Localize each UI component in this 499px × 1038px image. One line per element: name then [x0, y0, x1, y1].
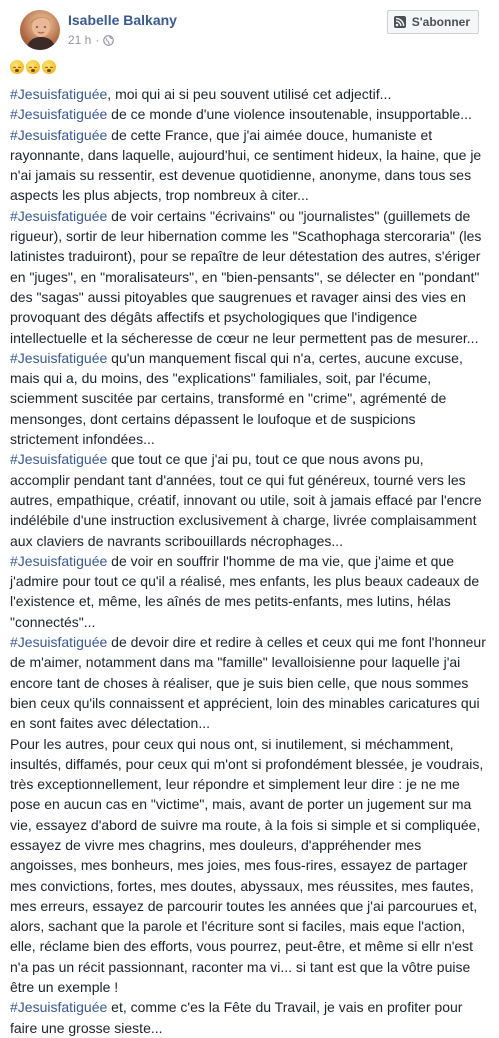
line-text: autres, empathique, créatif, innovant ou utile, soit à jamais effacé par l'encre: [10, 491, 482, 508]
line-text: Pour les autres, pour ceux qui nous ont, si inutilement, si méchamment,: [10, 735, 454, 752]
line-text: de ce monde d'une violence insoutenable, insupportable...: [107, 106, 472, 123]
post-text-line: [10, 510, 492, 530]
hashtag-link[interactable]: #Jesuisfatiguée: [10, 999, 108, 1016]
line-text: bien ceux qu'ils connaissent et apprécient, loin des minables caricatures qui: [10, 694, 480, 711]
post-text-line: [10, 673, 492, 693]
line-text: intellectuelle et la sécheresse de cœur ne leur permettent pas de mesurer...: [10, 329, 479, 346]
hashtag-link[interactable]: #Jesuisfatiguée: [10, 451, 108, 468]
post-text-line: [10, 388, 492, 408]
post-timestamp[interactable]: 21 h: [68, 33, 92, 47]
post-text-line: [10, 713, 492, 733]
line-text: de cette France, que j'ai aimée douce, humaniste et: [107, 126, 433, 143]
post-meta: [68, 33, 114, 47]
line-text: l'existence et, même, les aînés de mes petits-enfants, mes lutins, hélas: [10, 593, 451, 610]
line-text: n'ai jamais su ressentir, est devenue quotidienne, anonyme, dans tous ses: [10, 167, 472, 184]
post-text-line: [10, 855, 492, 875]
post-text-line: [10, 84, 492, 104]
post-text-line: [10, 997, 492, 1017]
post-text-line: [10, 165, 492, 185]
post-text-line: [10, 409, 492, 429]
post-text-line: [10, 531, 492, 551]
line-text: accomplir pendant tant d'années, tout ce qui fut généreux, tourné vers les: [10, 471, 466, 488]
line-text: et, comme c'es la Fête du Travail, je vais en profiter pour: [107, 999, 463, 1016]
subscribe-button[interactable]: [387, 10, 479, 34]
post-text-line: [10, 470, 492, 490]
post-text-line: [10, 368, 492, 388]
line-text: angoisses, mes bonheurs, mes joies, mes fous-rires, essayez de partager: [10, 857, 468, 874]
post-text-line: [10, 328, 492, 348]
post-text-line: [10, 267, 492, 287]
post-text-line: [10, 104, 492, 124]
post-text-line: [10, 429, 492, 449]
hashtag-link[interactable]: #Jesuisfatiguée: [10, 106, 108, 123]
hashtag-link[interactable]: #Jesuisfatiguée: [10, 552, 108, 569]
line-text: qu'un manquement fiscal qui n'a, certes, aucune excuse,: [107, 349, 463, 366]
hashtag-link[interactable]: #Jesuisfatiguée: [10, 126, 108, 143]
line-text: pose en aucun cas en "victime", mais, avant de porter un jugement sur ma: [10, 796, 472, 813]
post-text-line: [10, 145, 492, 165]
post-text-line: [10, 693, 492, 713]
post-text-line: [10, 185, 492, 205]
line-text: sciemment suscitée par certains, transformé en "crime", agrémenté de: [10, 390, 447, 407]
line-text: essayez de vivre mes chagrins, mes douleurs, d'appréhender mes: [10, 836, 422, 853]
post-text-line: [10, 652, 492, 672]
rss-feed-icon: [394, 16, 406, 28]
post-text-line: [10, 734, 492, 754]
post-text-line: [10, 774, 492, 794]
post-text-line: [10, 591, 492, 611]
line-text: strictement infondées...: [10, 431, 155, 448]
post-text-line: [10, 815, 492, 835]
hashtag-link[interactable]: #Jesuisfatiguée: [10, 634, 108, 651]
post-text-line: [10, 896, 492, 916]
line-text: être un exemple !: [10, 979, 119, 996]
line-text: insultés, diffamés, pour ceux qui m'ont si profondément blessée, je voudrais,: [10, 755, 484, 772]
line-text: encore tant de choses à réaliser, que je suis bien celle, que nous sommes: [10, 674, 469, 691]
line-text: de voir en souffrir l'homme de ma vie, que j'aime et que: [107, 552, 455, 569]
author-avatar[interactable]: [20, 10, 60, 50]
post-text-line: [10, 226, 492, 246]
line-text: rayonnante, dans laquelle, aujourd'hui, ce sentiment hideux, la haine, que je: [10, 146, 482, 163]
sleeping-face-emoji: [10, 60, 24, 74]
line-text: très exceptionnellement, leur répondre et simplement leur dire : je ne me: [10, 776, 460, 793]
sleeping-face-emoji: [26, 60, 40, 74]
line-text: de m'aimer, notamment dans ma "famille" levalloisienne pour laquelle j'ai: [10, 654, 461, 671]
line-text: mais qui a, du moins, des "explications" familiales, soit, par l'écume,: [10, 370, 432, 387]
post-text-line: [10, 490, 492, 510]
post-text-line: [10, 206, 492, 226]
line-text: vie, essayez d'abord de suivre ma route, à la fois si simple et si compliquée,: [10, 816, 481, 833]
line-text: rigueur), sortir de leur hibernation comme les "Scathophaga stercoraria" (les: [10, 228, 482, 245]
post-text-line: [10, 571, 492, 591]
line-text: j'admire pour tout ce qu'il a réalisé, mes enfants, les plus beaux cadeaux de: [10, 573, 480, 590]
author-name[interactable]: Isabelle Balkany: [68, 12, 177, 28]
post-text-line: [10, 449, 492, 469]
line-text: en "juges", en "moralisateurs", en "bien-pensants", se délecter en "pondant": [10, 268, 480, 285]
line-text: , moi qui ai si peu souvent utilisé cet adjectif...: [107, 86, 392, 102]
subscribe-label: S'abonner: [411, 15, 470, 29]
line-text: mes convictions, fortes, mes doutes, abyssaux, mes réussites, mes fautes,: [10, 877, 474, 894]
line-text: que tout ce que j'ai pu, tout ce que nous avons pu,: [107, 451, 424, 468]
post-text-line: [10, 754, 492, 774]
hashtag-link[interactable]: #Jesuisfatiguée: [10, 86, 108, 102]
line-text: aux claviers de navrants scribouillards nécrophages...: [10, 532, 344, 549]
line-text: provoquant des dégâts affectifs et psychologiques que l'indigence: [10, 309, 418, 326]
line-text: faire une grosse sieste...: [10, 1019, 163, 1036]
post-text-line: [10, 936, 492, 956]
line-text: de voir certains "écrivains" ou "journalistes" (guillemets de: [107, 207, 471, 224]
line-text: en sont faites avec délectation...: [10, 715, 211, 732]
post-header: [10, 0, 487, 56]
post-text-line: [10, 835, 492, 855]
sleeping-face-emoji: [42, 60, 56, 74]
line-text: alors, sachant que la parole et l'écriture sont si faciles, mais eque l'action,: [10, 918, 466, 935]
post-text-line: [10, 246, 492, 266]
post-text-line: [10, 307, 492, 327]
post-text-line: [10, 957, 492, 977]
post-text-line: [10, 977, 492, 997]
globe-icon[interactable]: [103, 35, 114, 46]
line-text: "connectés"...: [10, 613, 96, 630]
hashtag-link[interactable]: #Jesuisfatiguée: [10, 349, 108, 366]
line-text: mes erreurs, essayez de parcourir toutes les années que j'ai parcourues et,: [10, 897, 478, 914]
post-text-line: [10, 876, 492, 896]
post-text-line: [10, 612, 492, 632]
post-text: [10, 84, 492, 1038]
line-text: n'a pas un récit passionnant, raconter ma vi... si tant est que la vôtre puise: [10, 958, 471, 975]
post-text-line: [10, 632, 492, 652]
post-text-line: [10, 125, 492, 145]
line-text: elle, réclame bien des efforts, vous pourrez, peut-être, et même si ellr n'est: [10, 938, 474, 955]
emoji-row: [10, 60, 56, 74]
post-text-line: [10, 916, 492, 936]
line-text: latinistes traduiront), pour se repaître de leur détestation des autres, s'ériger: [10, 248, 481, 265]
post-text-line: [10, 1018, 492, 1038]
avatar-portrait-icon: [20, 10, 60, 50]
line-text: des "sagas" aussi pitoyables que saugrenues et ravager ainsi des vies en: [10, 288, 466, 305]
post-text-line: [10, 794, 492, 814]
post-text-line: [10, 287, 492, 307]
post-text-line: [10, 551, 492, 571]
hashtag-link[interactable]: #Jesuisfatiguée: [10, 207, 108, 224]
line-text: de devoir dire et redire à celles et ceux qui me font l'honneur: [107, 634, 486, 651]
line-text: indélébile d'une instruction exclusivement à charge, livrée complaisamment: [10, 512, 477, 529]
meta-separator: ·: [95, 33, 100, 47]
line-text: aspects les plus abjects, trop nombreux à citer...: [10, 187, 309, 204]
line-text: mensonges, dont certains dépassent le loufoque et de suspicions: [10, 410, 416, 427]
post-text-line: [10, 348, 492, 368]
